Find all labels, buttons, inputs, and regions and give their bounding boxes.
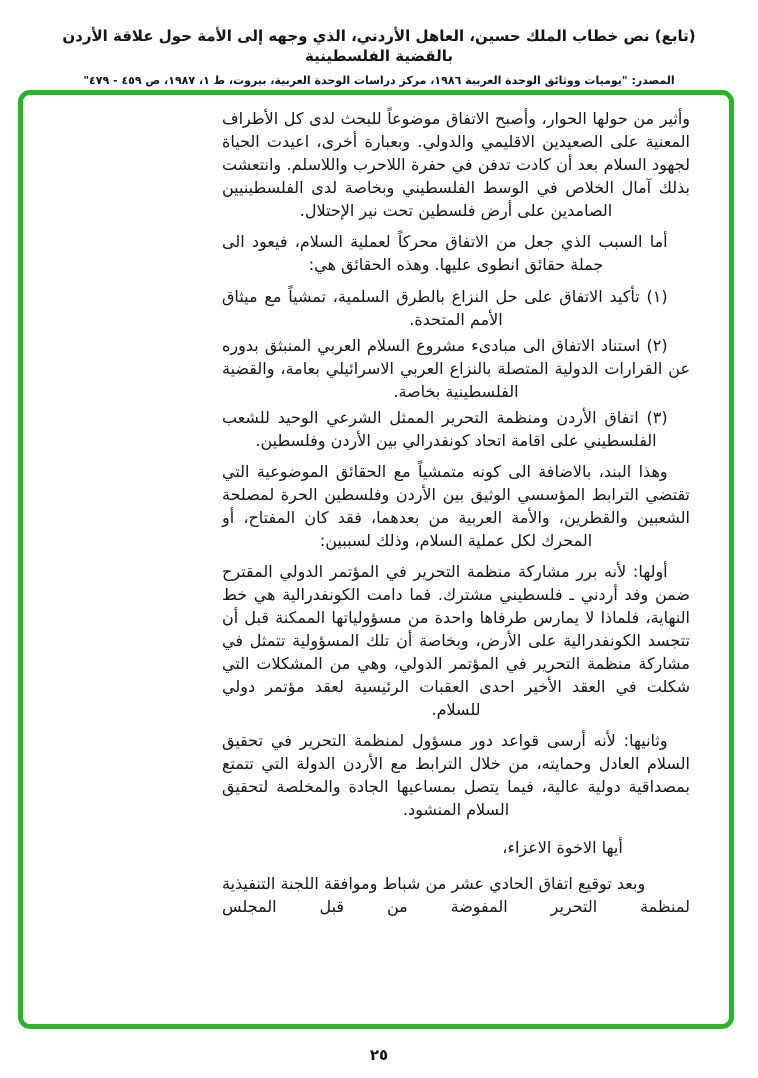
page-header	[0, 26, 758, 87]
document-title: (تابع) نص خطاب الملك حسين، العاهل الأردني، الذي وجهه إلى الأمة حول علاقة الأردن بالقضية الفلسطينية	[62, 27, 696, 65]
green-border-frame	[18, 90, 734, 1029]
list-item-fact-3: (٣) اتفاق الأردن ومنظمة التحرير الممثل الشرعي الوحيد للشعب الفلسطيني على اقامة اتحاد كونفدرالي بين الأردن وفلسطين.	[222, 408, 668, 450]
vocative-line: أيها الاخوة الاعزاء،	[502, 838, 623, 857]
paragraph-first-reason: أولها: لأنه برر مشاركة منظمة التحرير في المؤتمر الدولي المقترح ضمن وفد أردني ـ فلسطيني مشترك. فما دامت الكونفدرالية هي خط النهاية، فلماذا لا يمارس طرفاها واحدة من مسؤولياتها الممكنة قبل أن تتجسد الكونفدرالية على الأرض، وبخاصة أن تلك المسؤولية تتمثل في مشاركة منظمة التحرير في المؤتمر الدولي، وهي من المشكلات التي شكلت في العقد الأخير احدى العقبات الرئيسية لعقد مؤتمر دولي للسلام.	[222, 562, 690, 719]
page-number: ٢٥	[369, 1046, 389, 1064]
paragraph-intro-continuation: وأثير من حولها الحوار، وأصبح الاتفاق موضوعاً للبحث لدى كل الأطراف المعنية على الصعيدين الاقليمي والدولي. وبعبارة أخرى، اعيدت الحياة لجهود السلام بعد أن كادت تدفن في حفرة اللاحرب واللاسلم. وانتعشت بذلك آمال الخلاص في الوسط الفلسطيني وبخاصة لدى الفلسطينيين الصامدين على أرض فلسطين تحت نير الإحتلال.	[222, 109, 690, 220]
paragraph-reason-lead: أما السبب الذي جعل من الاتفاق محركاً لعملية السلام، فيعود الى جملة حقائق انطوى عليها. وهذه الحقائق هي:	[222, 232, 668, 274]
paragraph-clause-commentary: وهذا البند، بالاضافة الى كونه متمشياً مع الحقائق الموضوعية التي تقتضي الترابط المؤسسي الوثيق بين الأردن وفلسطين الحرة لمصلحة الشعبين والقطرين، والأمة العربية من بعدهما، فقد كان المفتاح، أو المحرك لكل عملية السلام، وذلك لسببين:	[222, 462, 690, 550]
list-item-fact-2: (٢) استناد الاتفاق الى مبادىء مشروع السلام العربي المنبثق بدوره عن القرارات الدولية المتصلة بالنزاع العربي الاسرائيلي بعامة، والقضية الفلسطينية بخاصة.	[222, 336, 690, 401]
text-column	[222, 107, 690, 918]
list-item-fact-1: (١) تأكيد الاتفاق على حل النزاع بالطرق السلمية، تمشياً مع ميثاق الأمم المتحدة.	[222, 287, 668, 329]
source-citation: المصدر: "يوميات ووثائق الوحدة العربية ١٩٨٦، مركز دراسات الوحدة العربية، بيروت، ط ١، ١٩٨٧، ص ٤٥٩ - ٤٧٩"	[83, 74, 675, 87]
paragraph-second-reason: وثانيها: لأنه أرسى قواعد دور مسؤول لمنظمة التحرير في تحقيق السلام العادل وحمايته، من خلال الترابط مع الأردن الدولة التي تتمتع بمصداقية دولية عالية، فيما يتصل بمساعيها الجادة والمخلصة لتحقيق السلام المنشود.	[222, 731, 690, 819]
paragraph-closing-cutoff: وبعد توقيع اتفاق الحادي عشر من شباط وموافقة اللجنة التنفيذية لمنظمة التحرير المفوضة من قبل المجلس	[222, 874, 690, 916]
